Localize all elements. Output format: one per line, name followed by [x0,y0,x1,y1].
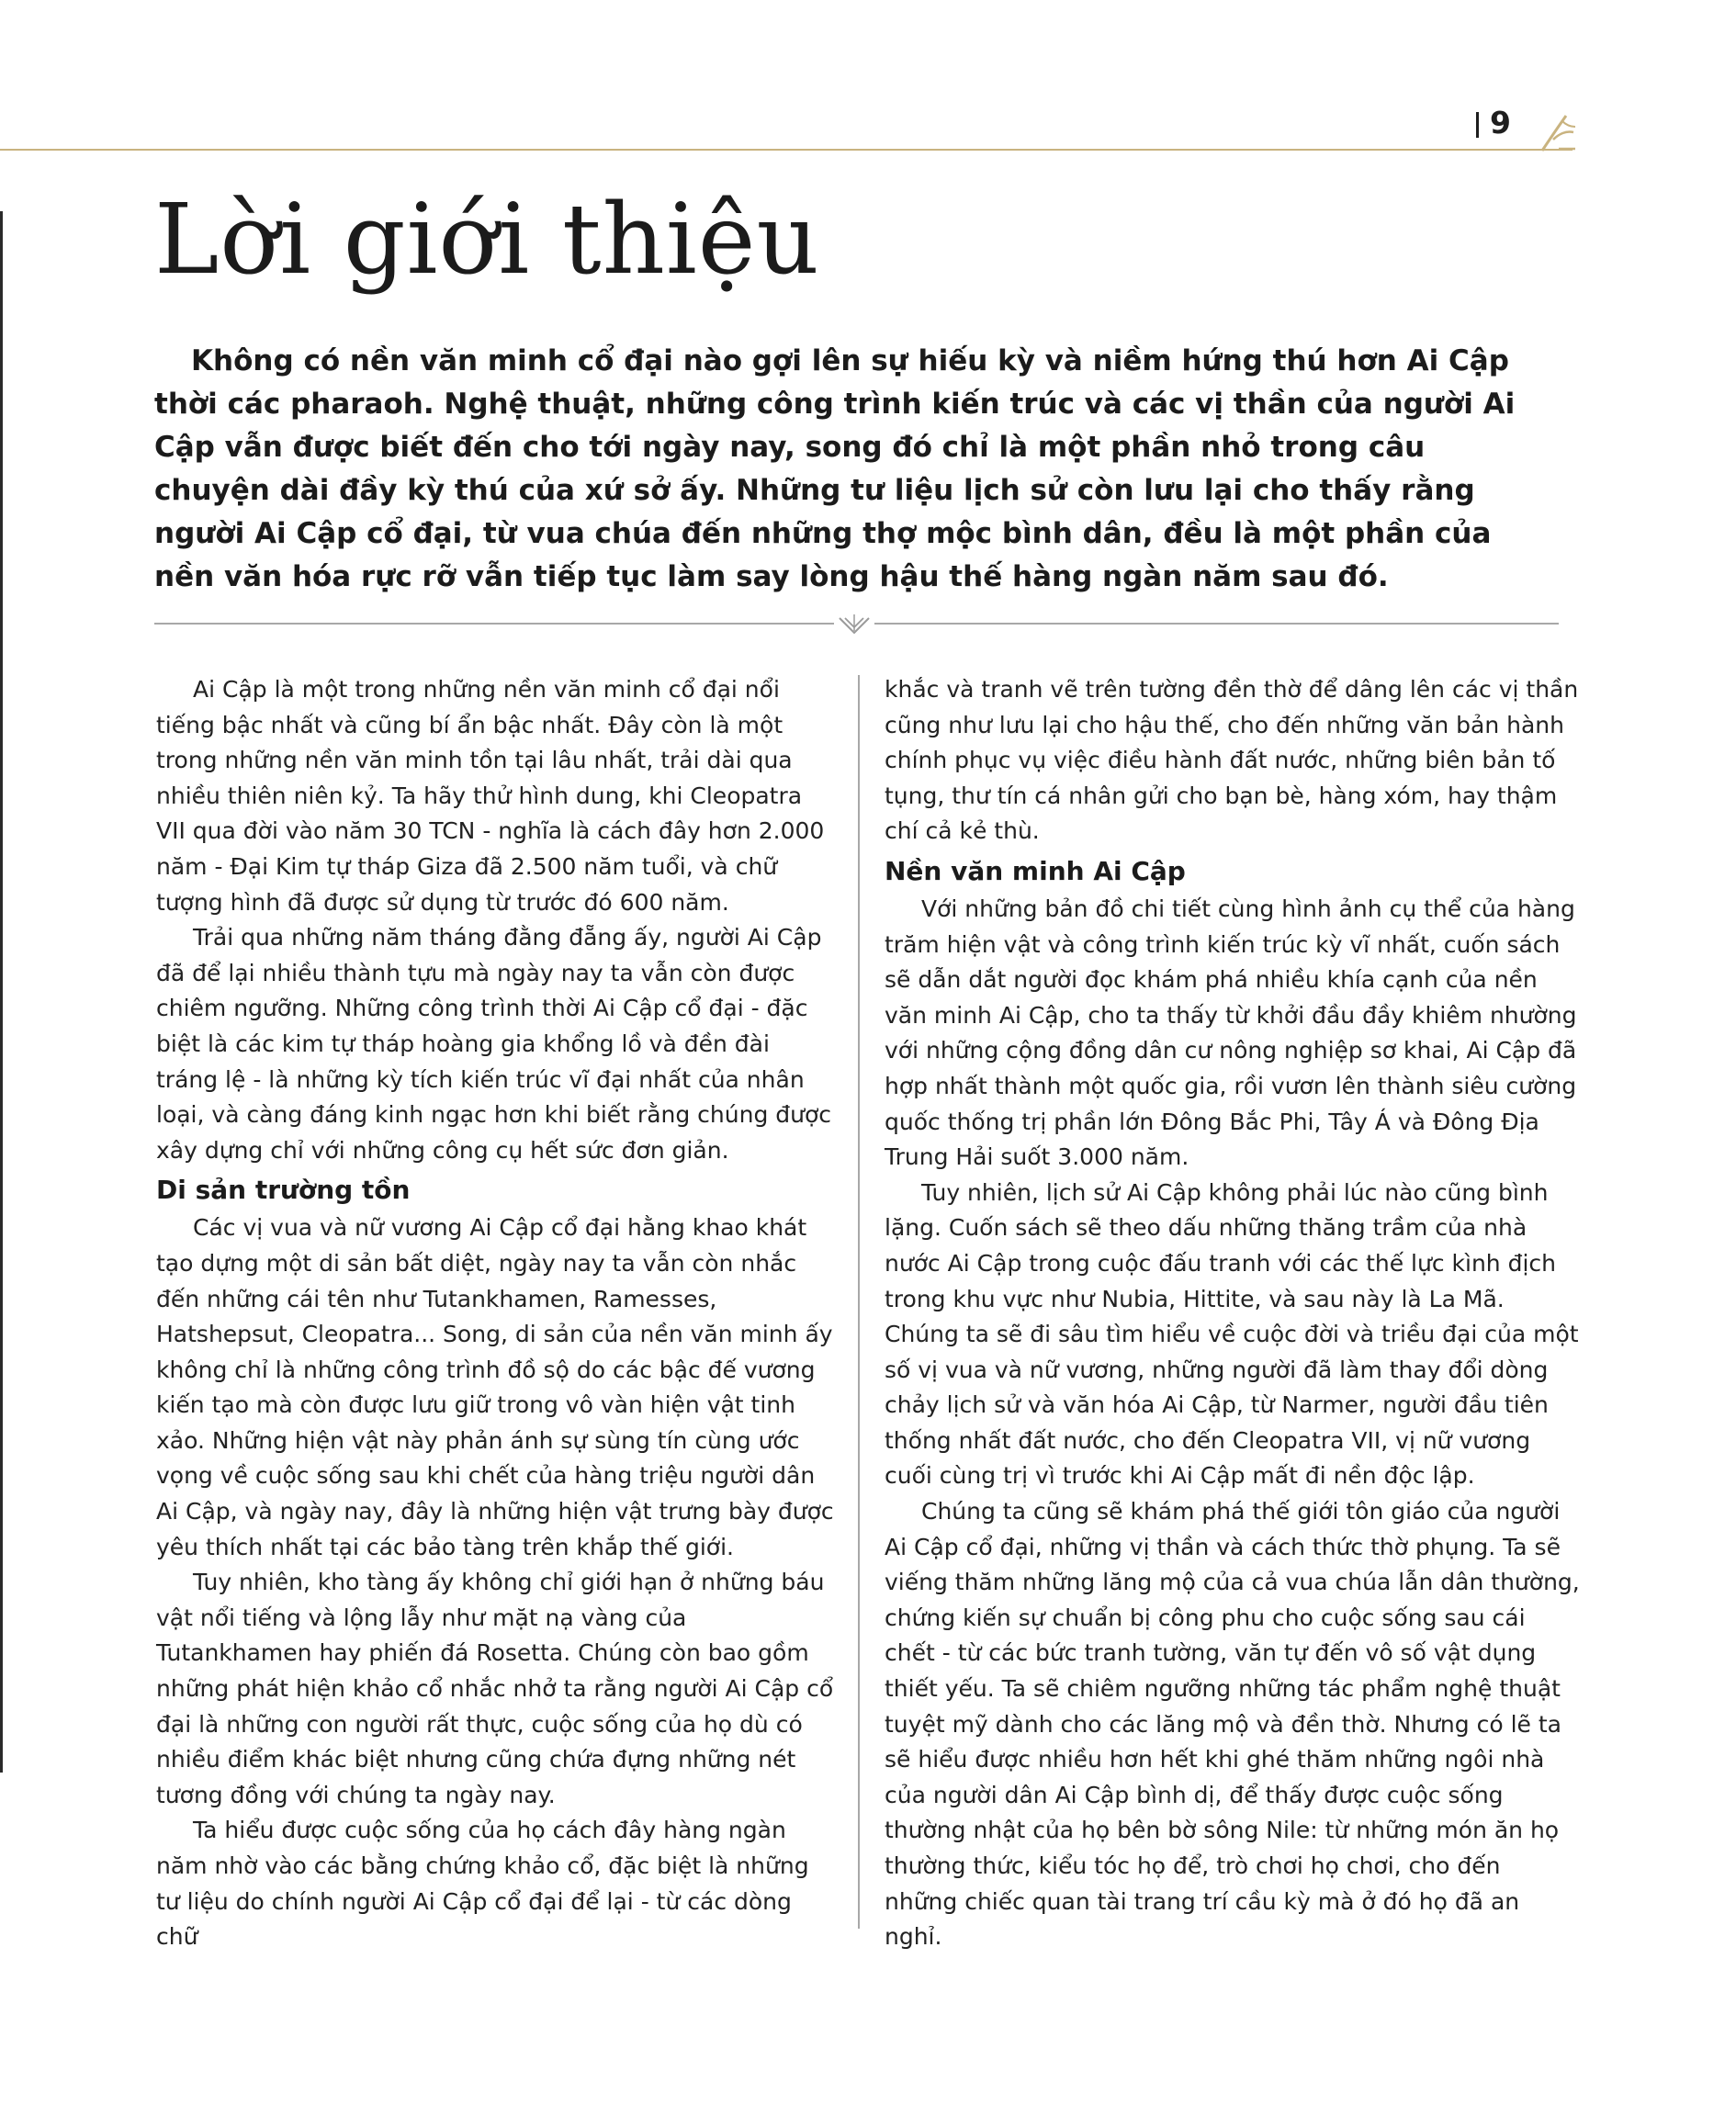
page-number: 9 [1490,105,1511,141]
intro-paragraph: Không có nền văn minh cổ đại nào gợi lên sự hiếu kỳ và niềm hứng thú hơn Ai Cập thời các pharaoh. Nghệ thuật, những công trình kiến trúc và các vị thần của người Ai Cập vẫn được biết đến cho tới ngày nay, song đó chỉ là một phần nhỏ trong câu chuyện dài đầy kỳ thú của xứ sở ấy. Những tư liệu lịch sử còn lưu lại cho thấy rằng người Ai Cập cổ đại, từ vua chúa đến những thợ mộc bình dân, đều là một phần của nền văn hóa rực rỡ vẫn tiếp tục làm say lòng hậu thế hàng ngàn năm sau đó. [154,344,1516,593]
quill-logo-icon [1539,112,1577,152]
page-edge-shadow [0,211,3,1773]
page-title: Lời giới thiệu [154,183,820,296]
left-column [156,672,836,1955]
divider-ornament-icon [838,611,871,636]
column-divider [858,675,860,1929]
body-paragraph: Tuy nhiên, lịch sử Ai Cập không phải lúc nào cũng bình lặng. Cuốn sách sẽ theo dấu những thăng trầm của nhà nước Ai Cập trong cuộc đấu tranh với các thế lực kình địch trong khu vực như Nubia, Hittite, và sau này là La Mã. Chúng ta sẽ đi sâu tìm hiểu về cuộc đời và triều đại của một số vị vua và nữ vương, những người đã làm thay đổi dòng chảy lịch sử và văn hóa Ai Cập, từ Narmer, người đầu tiên thống nhất đất nước, cho đến Cleopatra VII, vị nữ vương cuối cùng trị vì trước khi Ai Cập mất đi nền độc lập. [885,1178,1579,1490]
section-heading: Di sản trường tồn [156,1175,411,1206]
body-paragraph: Ai Cập là một trong những nền văn minh cổ đại nổi tiếng bậc nhất và cũng bí ẩn bậc nhất. Đây còn là một trong những nền văn minh tồn tại lâu nhất, trải dài qua nhiều thiên niên kỷ. Ta hãy thử hình dung, khi Cleopatra VII qua đời vào năm 30 TCN - nghĩa là cách đây hơn 2.000 năm - Đại Kim tự tháp Giza đã 2.500 năm tuổi, và chữ tượng hình đã được sử dụng từ trước đó 600 năm. [156,676,825,916]
right-column [885,672,1580,1955]
section-heading: Nền văn minh Ai Cập [885,855,1186,886]
body-paragraph: khắc và tranh vẽ trên tường đền thờ để dâng lên các vị thần cũng như lưu lại cho hậu thế, cho đến những văn bản hành chính phục vụ việc điều hành đất nước, những biên bản tố tụng, thư tín cá nhân gửi cho bạn bè, hàng xóm, hay thậm chí cả kẻ thù. [885,676,1579,845]
header-rule [0,149,1573,151]
body-paragraph: Chúng ta cũng sẽ khám phá thế giới tôn giáo của người Ai Cập cổ đại, những vị thần và cách thức thờ phụng. Ta sẽ viếng thăm những lăng mộ của cả vua chúa lẫn dân thường, chứng kiến sự chuẩn bị công phu cho cuộc sống sau cái chết - từ các bức tranh tường, văn tự đến vô số vật dụng thiết yếu. Ta sẽ chiêm ngưỡng những tác phẩm nghệ thuật tuyệt mỹ dành cho các lăng mộ và đền thờ. Nhưng có lẽ ta sẽ hiểu được nhiều hơn hết khi ghé thăm những ngôi nhà của người dân Ai Cập bình dị, để thấy được cuộc sống thường nhật của họ bên bờ sông Nile: từ những món ăn họ thường thức, kiểu tóc họ để, trò chơi họ chơi, cho đến những chiếc quan tài trang trí cầu kỳ mà ở đó họ đã an nghỉ. [885,1498,1580,1951]
body-paragraph: Các vị vua và nữ vương Ai Cập cổ đại hằng khao khát tạo dựng một di sản bất diệt, ngày nay ta vẫn còn nhắc đến những cái tên như Tutankhamen, Ramesses, Hatshepsut, Cleopatra... Song, di sản của nền văn minh ấy không chỉ là những công trình đồ sộ do các bậc đế vương kiến tạo mà còn được lưu giữ trong vô vàn hiện vật tinh xảo. Những hiện vật này phản ánh sự sùng tín cùng ước vọng về cuộc sống sau khi chết của hàng triệu người dân Ai Cập, và ngày nay, đây là những hiện vật trưng bày được yêu thích nhất tại các bảo tàng trên khắp thế giới. [156,1214,834,1560]
divider-line-left [154,623,834,625]
page-number-bar [1476,112,1479,138]
body-paragraph: Tuy nhiên, kho tàng ấy không chỉ giới hạn ở những báu vật nổi tiếng và lộng lẫy như mặt nạ vàng của Tutankhamen hay phiến đá Rosetta. Chúng còn bao gồm những phát hiện khảo cổ nhắc nhở ta rằng người Ai Cập cổ đại là những con người rất thực, cuộc sống của họ dù có nhiều điểm khác biệt nhưng cũng chứa đựng những nét tương đồng với chúng ta ngày nay. [156,1569,834,1808]
divider-line-right [874,623,1559,625]
body-paragraph: Trải qua những năm tháng đằng đẵng ấy, người Ai Cập đã để lại nhiều thành tựu mà ngày nay ta vẫn còn được chiêm ngưỡng. Những công trình thời Ai Cập cổ đại - đặc biệt là các kim tự tháp hoàng gia khổng lồ và đền đài tráng lệ - là những kỳ tích kiến trúc vĩ đại nhất của nhân loại, và càng đáng kinh ngạc hơn khi biết rằng chúng được xây dựng chỉ với những công cụ hết sức đơn giản. [156,924,832,1164]
body-paragraph: Ta hiểu được cuộc sống của họ cách đây hàng ngàn năm nhờ vào các bằng chứng khảo cổ, đặc biệt là những tư liệu do chính người Ai Cập cổ đại để lại - từ các dòng chữ [156,1817,809,1951]
body-paragraph: Với những bản đồ chi tiết cùng hình ảnh cụ thể của hàng trăm hiện vật và công trình kiến trúc kỳ vĩ nhất, cuốn sách sẽ dẫn dắt người đọc khám phá nhiều khía cạnh của nền văn minh Ai Cập, cho ta thấy từ khởi đầu đầy khiêm nhường với những cộng đồng dân cư nông nghiệp sơ khai, Ai Cập đã hợp nhất thành một quốc gia, rồi vươn lên thành siêu cường quốc thống trị phần lớn Đông Bắc Phi, Tây Á và Đông Địa Trung Hải suốt 3.000 năm. [885,895,1577,1171]
